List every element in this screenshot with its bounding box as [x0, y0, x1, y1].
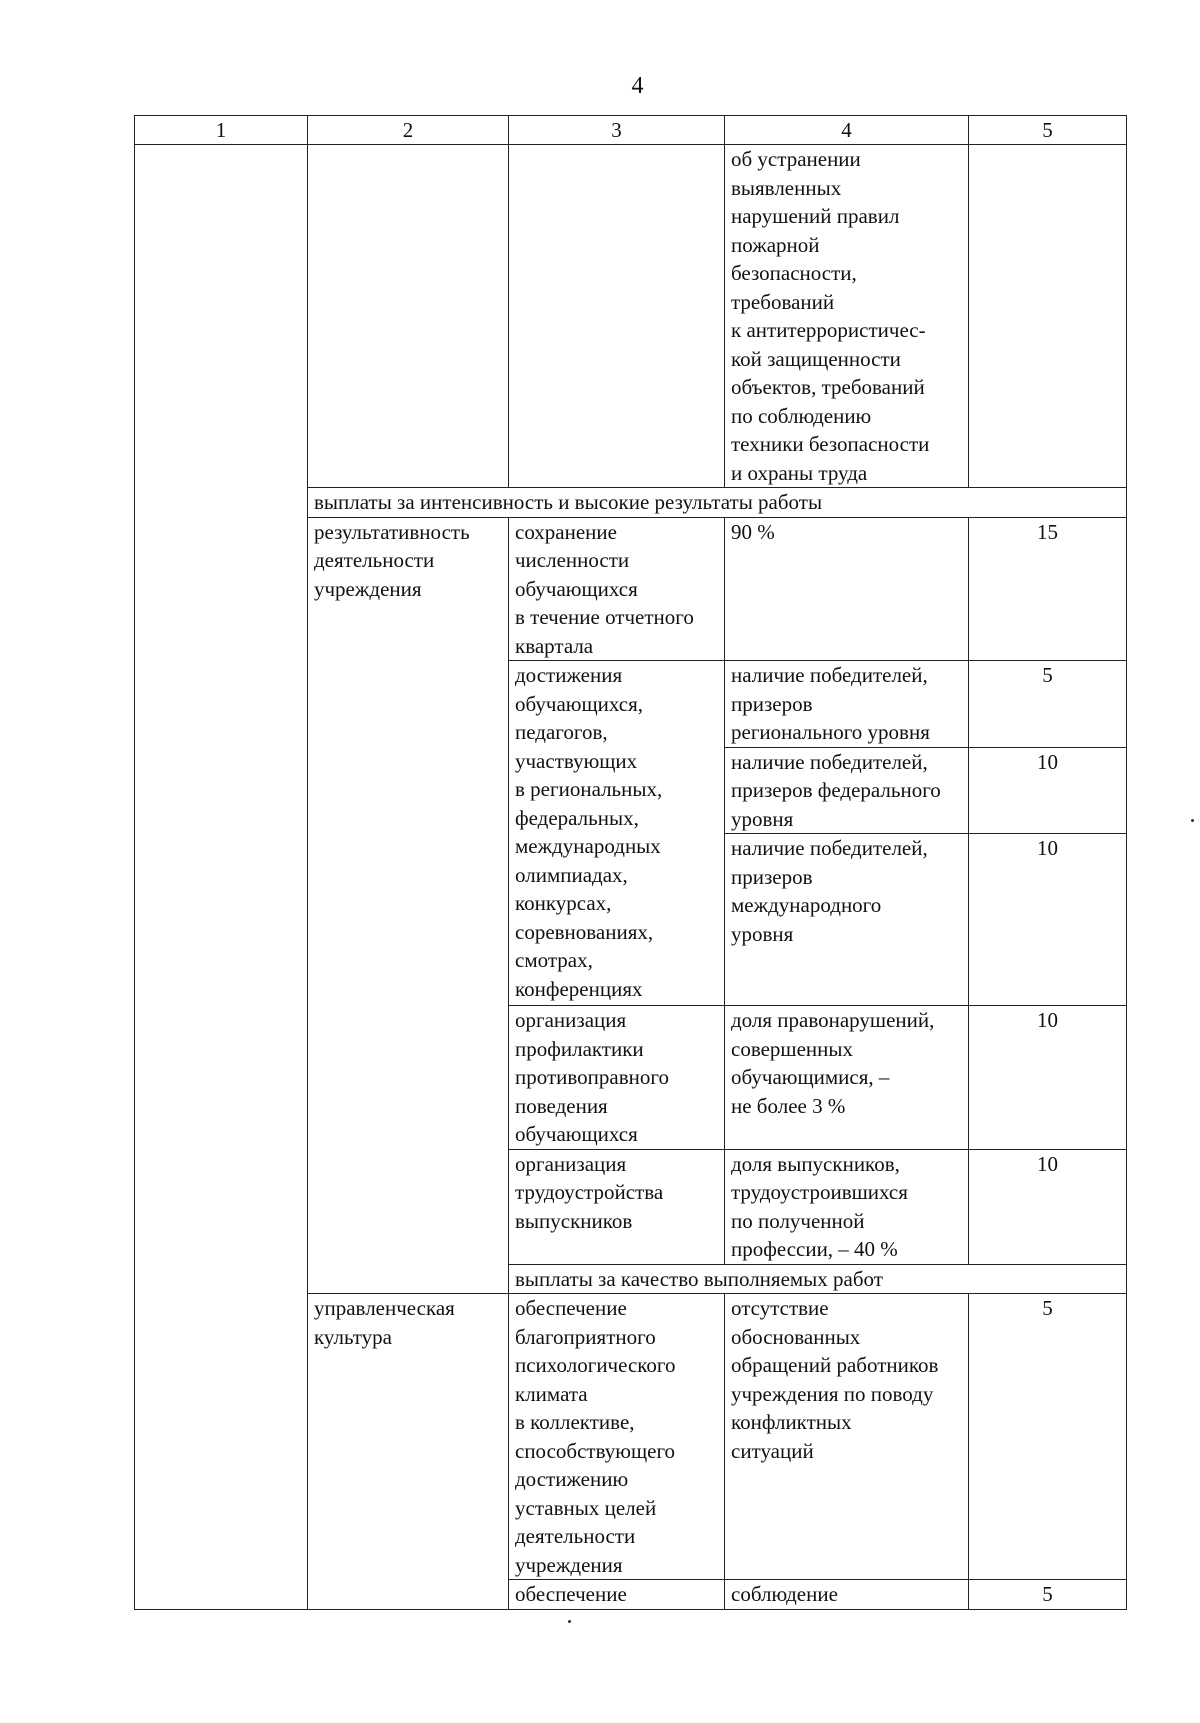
scan-speck [1191, 819, 1194, 822]
column-header: 5 [969, 116, 1127, 145]
points-cell: 5 [969, 1294, 1127, 1580]
condition-cell: обеспечение благоприятного психологического климата в коллективе, способствующего достижению уставных целей деятельности учреждения [509, 1294, 725, 1580]
scan-speck [568, 1620, 571, 1623]
criteria-table [134, 115, 1127, 1610]
points-cell: 5 [969, 661, 1127, 748]
condition-cell: сохранение численности обучающихся в течение отчетного квартала [509, 517, 725, 661]
indicator-cell: соблюдение [725, 1580, 969, 1610]
column-header: 4 [725, 116, 969, 145]
points-cell: 10 [969, 747, 1127, 834]
section-title-quality: выплаты за качество выполняемых работ [509, 1264, 1127, 1294]
condition-cell: обеспечение [509, 1580, 725, 1610]
column-header: 1 [135, 116, 308, 145]
column-header: 3 [509, 116, 725, 145]
condition-cell: организация трудоустройства выпускников [509, 1149, 725, 1264]
indicator-cell: наличие победителей, призеров федерального уровня [725, 747, 969, 834]
indicator-cell: наличие победителей, призеров международного уровня [725, 834, 969, 1006]
table-row [135, 145, 1127, 488]
criterion-cell: управленческая культура [308, 1294, 509, 1610]
indicator-cell: об устранении выявленных нарушений правил пожарной безопасности, требований к антитеррористичес- кой защищенности объектов, требований по соблюдению техники безопасности и охраны труда [725, 145, 969, 488]
condition-cell: достижения обучающихся, педагогов, участвующих в региональных, федеральных, международных олимпиадах, конкурсах, соревнованиях, смотрах, конференциях [509, 661, 725, 1006]
criterion-cell: результативность деятельности учреждения [308, 517, 509, 1294]
points-cell: 15 [969, 517, 1127, 661]
indicator-cell: отсутствие обоснованных обращений работников учреждения по поводу конфликтных ситуаций [725, 1294, 969, 1580]
points-cell [969, 145, 1127, 488]
indicator-cell: доля правонарушений, совершенных обучающимися, – не более 3 % [725, 1006, 969, 1150]
indicator-cell: доля выпускников, трудоустроившихся по полученной профессии, – 40 % [725, 1149, 969, 1264]
section-title-intensity: выплаты за интенсивность и высокие результаты работы [308, 488, 1127, 518]
points-cell: 10 [969, 834, 1127, 1006]
points-cell: 10 [969, 1149, 1127, 1264]
indicator-cell: наличие победителей, призеров регионального уровня [725, 661, 969, 748]
criterion-cell [308, 145, 509, 488]
indicator-cell: 90 % [725, 517, 969, 661]
condition-cell [509, 145, 725, 488]
table-header-row [135, 116, 1127, 145]
col1-cell [135, 145, 308, 1610]
points-cell: 10 [969, 1006, 1127, 1150]
points-cell: 5 [969, 1580, 1127, 1610]
page-number: 4 [631, 73, 644, 99]
condition-cell: организация профилактики противоправного поведения обучающихся [509, 1006, 725, 1150]
column-header: 2 [308, 116, 509, 145]
